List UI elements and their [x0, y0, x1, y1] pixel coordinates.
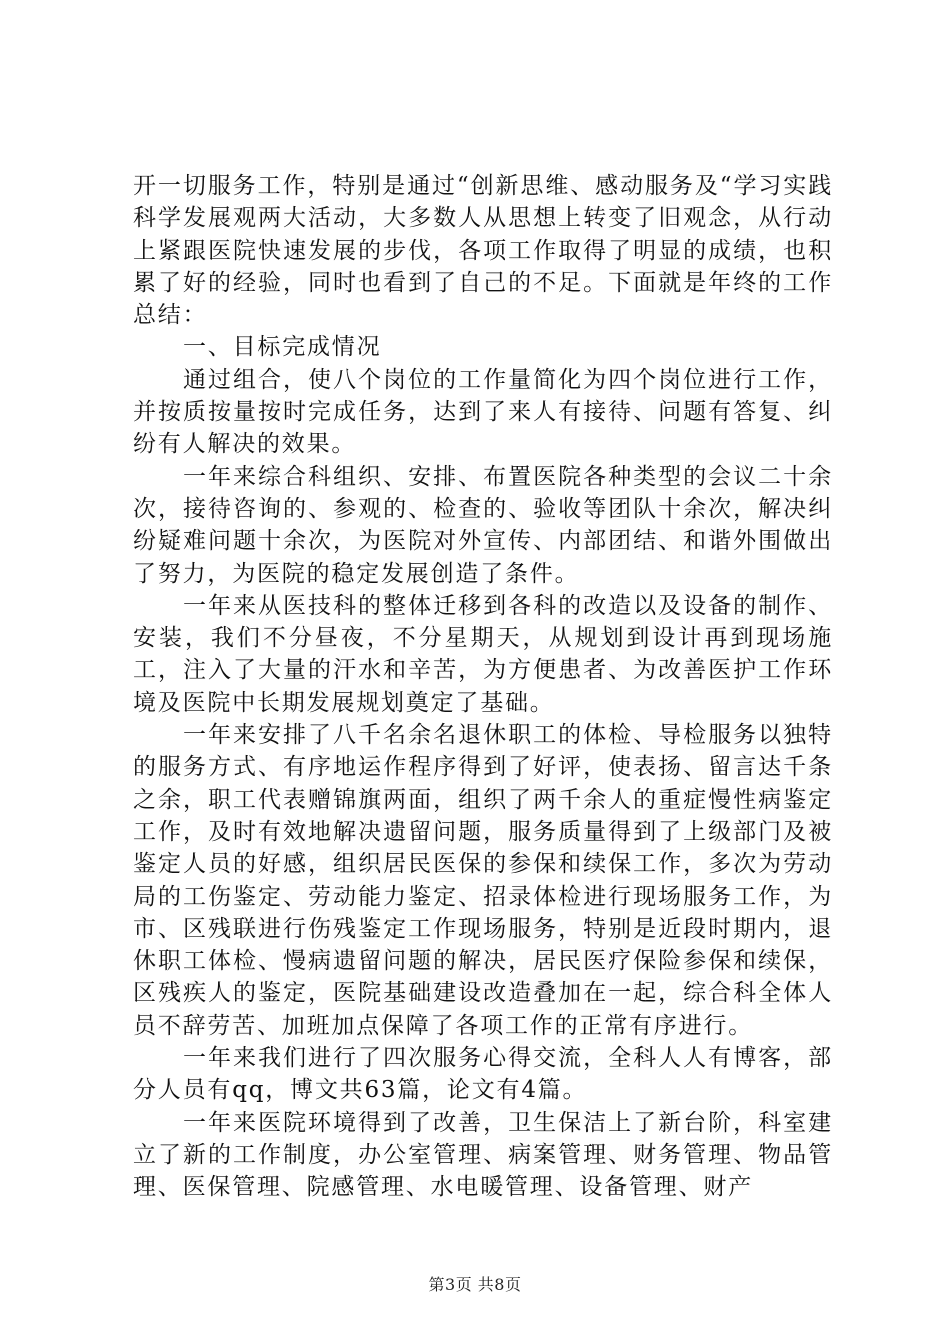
- heading-goal-completion: 一、目标完成情况: [183, 334, 382, 361]
- paragraph-health-checks: 一年来安排了八千名余名退休职工的体检、导检服务以独特的服务方式、有序地运作程序得到了好评，使表扬、留言达千条之余，职工代表赠锦旗两面，组织了两千余人的重症慢性病鉴定工作，及时有效地解决遗留问题，服务质量得到了上级部门及被鉴定人员的好感，组织居民医保的参保和续保工作，多次为劳动局的工伤鉴定、劳动能力鉴定、招录体检进行现场服务工作，为市、区残联进行伤残鉴定工作现场服务，特别是近段时期内，退休职工体检、慢病遗留问题的解决，居民医疗保险参保和续保，区残疾人的鉴定，医院基础建设改造叠加在一起，综合科全体人员不辞劳苦、加班加点保障了各项工作的正常有序进行。: [133, 722, 833, 1039]
- paragraph-post-consolidation: 通过组合，使八个岗位的工作量简化为四个岗位进行工作，并按质按量按时完成任务，达到了来人有接待、问题有答复、纠纷有人解决的效果。: [133, 366, 833, 458]
- paragraph-intro-continuation: 开一切服务工作，特别是通过“创新思维、感动服务及“学习实践科学发展观两大活动，大多数人从思想上转变了旧观念，从行动上紧跟医院快速发展的步伐，各项工作取得了明显的成绩，也积累了好的经验，同时也看到了自己的不足。下面就是年终的工作总结：: [133, 173, 833, 329]
- paragraph-exchanges: 一年来我们进行了四次服务心得交流，全科人人有博客，部分人员有qq，博文共63篇，论文有4篇。: [133, 1045, 833, 1104]
- document-body: [133, 170, 833, 1204]
- paragraph-environment: 一年来医院环境得到了改善，卫生保洁上了新台阶，科室建立了新的工作制度，办公室管理、病案管理、财务管理、物品管理、医保管理、院感管理、水电暖管理、设备管理、财产: [133, 1109, 833, 1201]
- paragraph-relocation: 一年来从医技科的整体迁移到各科的改造以及设备的制作、安装，我们不分昼夜，不分星期天，从规划到设计再到现场施工，注入了大量的汗水和辛苦，为方便患者、为改善医护工作环境及医院中长期发展规划奠定了基础。: [133, 592, 833, 716]
- paragraph-meetings: 一年来综合科组织、安排、布置医院各种类型的会议二十余次，接待咨询的、参观的、检查的、验收等团队十余次，解决纠纷疑难问题十余次，为医院对外宣传、内部团结、和谐外围做出了努力，为医院的稳定发展创造了条件。: [133, 463, 833, 587]
- page-number-footer: 第3页 共8页: [428, 1275, 522, 1294]
